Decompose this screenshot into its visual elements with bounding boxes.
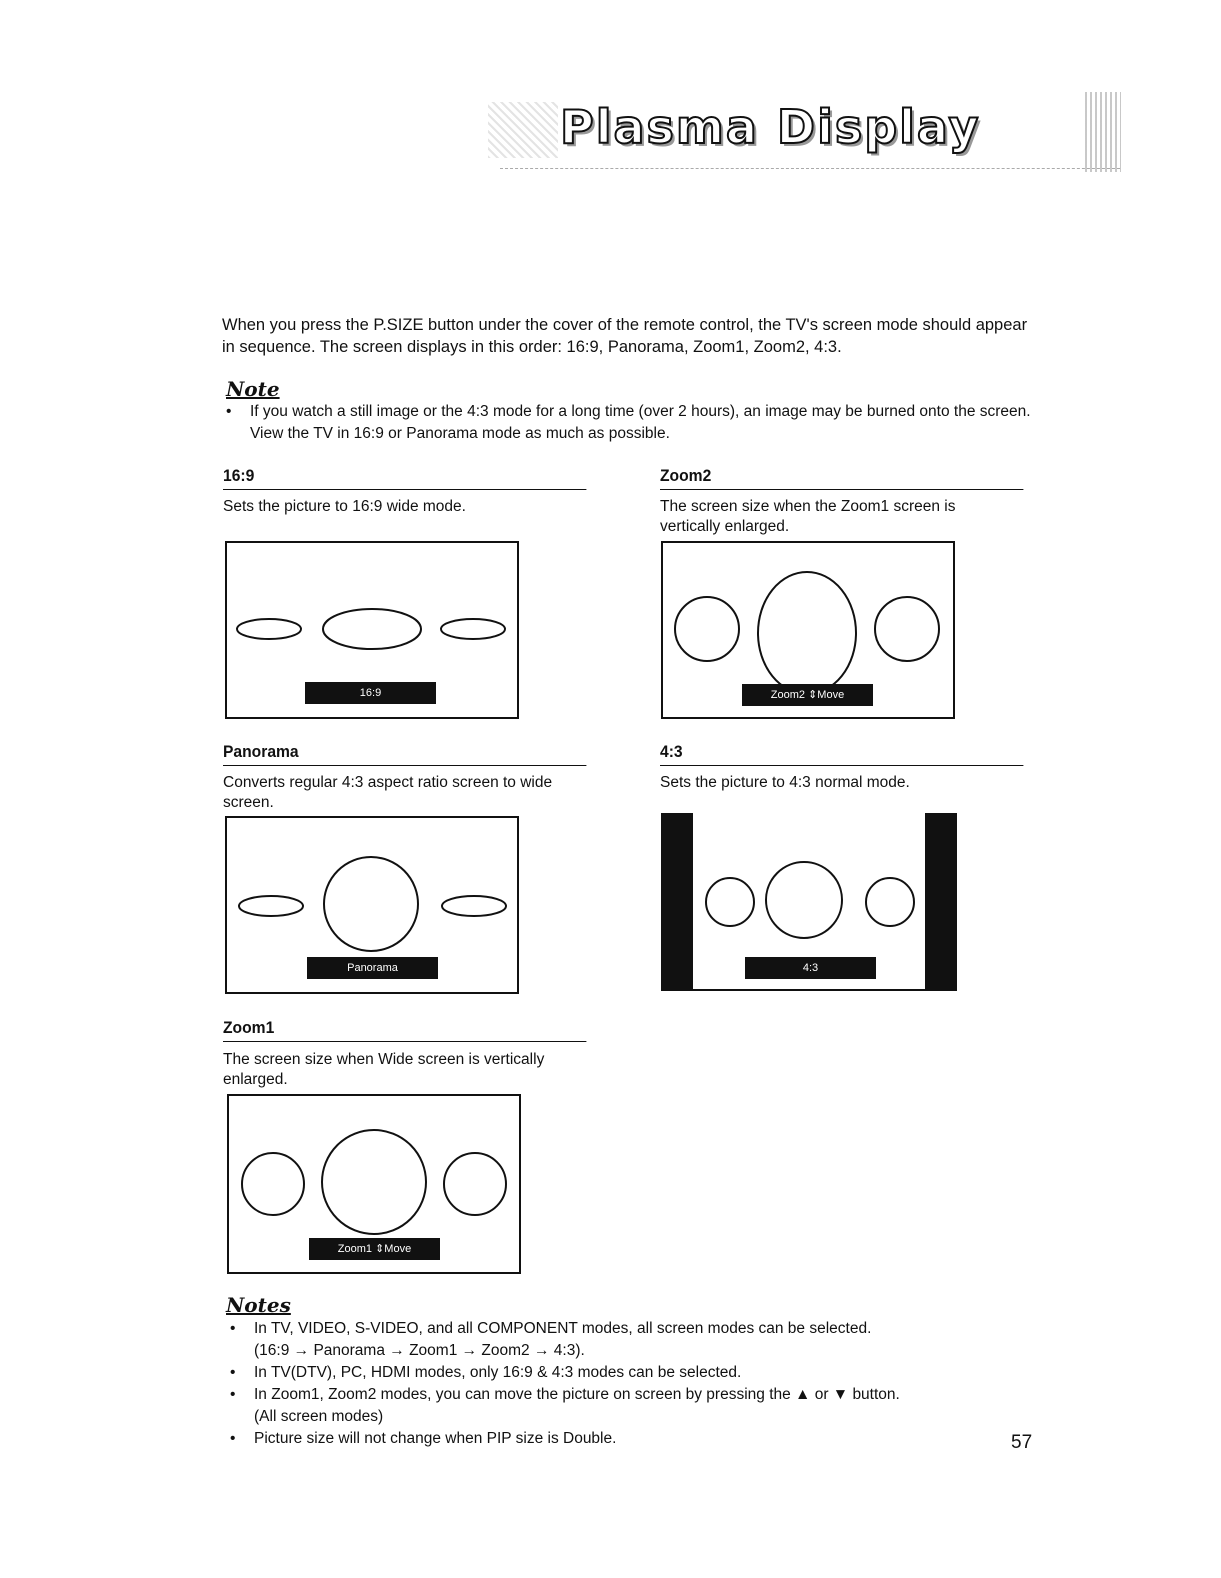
osd-label-panorama: Panorama — [307, 957, 438, 979]
screen-illustration-zoom2 — [661, 541, 955, 719]
screen-illustration-16-9 — [225, 541, 519, 719]
note-heading: Note — [226, 377, 280, 401]
notes-item: • In Zoom1, Zoom2 modes, you can move the picture on screen by pressing the ▲ or ▼ button. — [226, 1384, 1026, 1406]
section-heading-panorama: Panorama — [223, 742, 586, 766]
note-item: • If you watch a still image or the 4:3 mode for a long time (over 2 hours), an image may be burned onto the screen. View the TV in 16:9 or Panorama mode as much as possible. — [222, 401, 1042, 445]
page-number: 57 — [1011, 1432, 1033, 1453]
section-heading-zoom2: Zoom2 — [660, 466, 1023, 490]
notes-item: • Picture size will not change when PIP size is Double. — [226, 1428, 1026, 1450]
section-desc-4-3: Sets the picture to 4:3 normal mode. — [660, 774, 910, 791]
header-decoration — [488, 102, 558, 158]
intro-paragraph: When you press the P.SIZE button under the cover of the remote control, the TV's screen mode should appear in sequence. The screen displays in this order: 16:9, Panorama, Zoom1, Zoom2, 4:3. — [222, 316, 1028, 356]
notes-item: • In TV, VIDEO, S-VIDEO, and all COMPONENT modes, all screen modes can be selected. — [226, 1318, 1026, 1340]
screen-illustration-zoom1 — [227, 1094, 521, 1274]
page-header-title: Plasma Display — [560, 100, 981, 154]
header-rule — [500, 168, 1120, 169]
notes-list — [226, 1318, 1026, 1450]
screen-illustration-panorama — [225, 816, 519, 994]
osd-label-16-9: 16:9 — [305, 682, 436, 704]
section-desc-16-9: Sets the picture to 16:9 wide mode. — [223, 498, 466, 515]
osd-label-zoom2: Zoom2 ⇕Move — [742, 684, 873, 706]
osd-label-4-3: 4:3 — [745, 957, 876, 979]
notes-item: • In TV(DTV), PC, HDMI modes, only 16:9 & 4:3 modes can be selected. — [226, 1362, 1026, 1384]
section-heading-16-9: 16:9 — [223, 466, 586, 490]
section-desc-panorama: Converts regular 4:3 aspect ratio screen to wide screen. — [223, 774, 553, 811]
screen-illustration-4-3 — [661, 813, 957, 991]
header-decoration-right — [1085, 92, 1121, 172]
notes-heading: Notes — [226, 1293, 291, 1317]
section-heading-4-3: 4:3 — [660, 742, 1023, 766]
section-heading-zoom1: Zoom1 — [223, 1018, 586, 1042]
section-desc-zoom2: The screen size when the Zoom1 screen is vertically enlarged. — [660, 498, 956, 535]
notes-item-continuation: (All screen modes) — [254, 1408, 384, 1425]
section-desc-zoom1: The screen size when Wide screen is vertically enlarged. — [223, 1051, 545, 1088]
note-list — [222, 401, 1042, 445]
osd-label-zoom1: Zoom1 ⇕Move — [309, 1238, 440, 1260]
notes-item-continuation: (16:9 → Panorama → Zoom1 → Zoom2 → 4:3). — [254, 1342, 585, 1359]
